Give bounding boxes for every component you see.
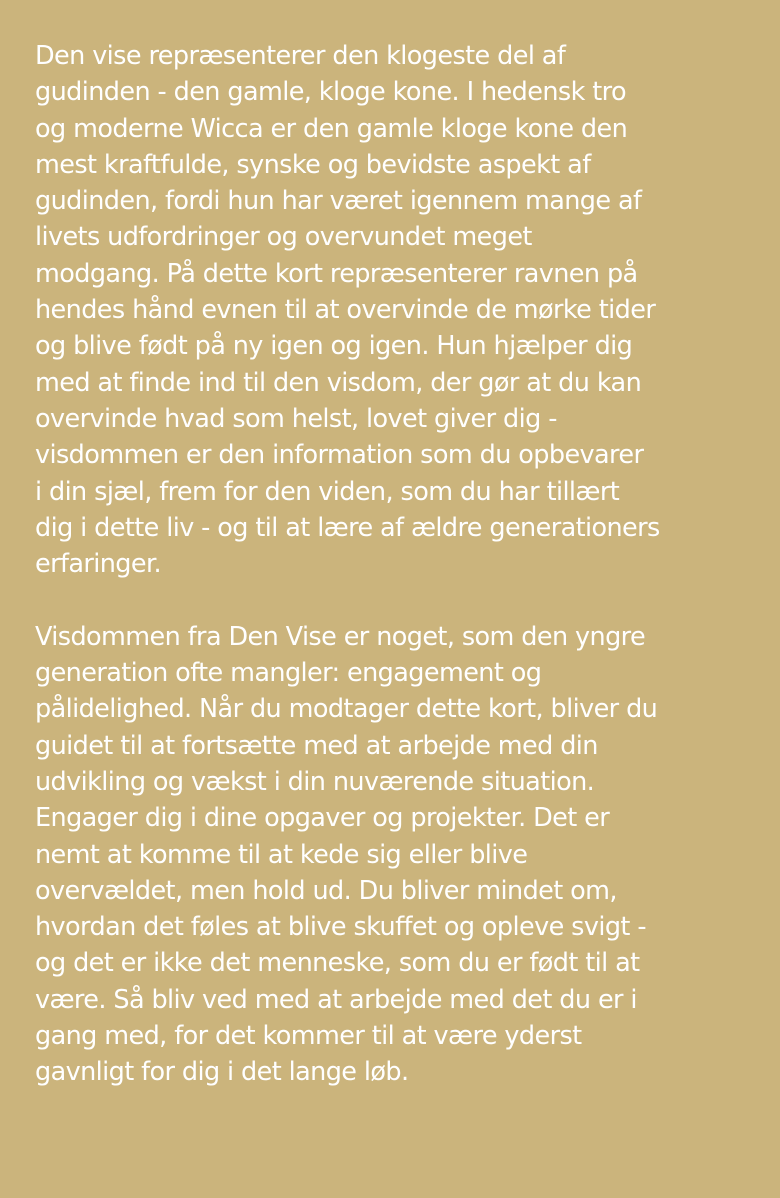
card-description: [35, 38, 750, 1091]
paragraph-wisdom-advice: Visdommen fra Den Vise er noget, som den yngre generation ofte mangler: engagement og pålidelighed. Når du modtager dette kort, bliver du guidet til at fortsætte med at arbejde med din udvikling og vækst i din nuværende situation. Engager dig i dine opgaver og projekter. Det er nemt at komme til at kede sig eller blive overvældet, men hold ud. Du bliver mindet om, hvordan det føles at blive skuffet og opleve svigt - og det er ikke det menneske, som du er født til at være. Så bliv ved med at arbejde med det du er i gang med, for det kommer til at være yderst gavnligt for dig i det lange løb.: [35, 621, 658, 1088]
paragraph-wise-woman: Den vise repræsenterer den klogeste del af gudinden - den gamle, kloge kone. I hedensk tro og moderne Wicca er den gamle kloge kone den mest kraftfulde, synske og bevidste aspekt af gudinden, fordi hun har været igennem mange af livets udfordringer og overvundet meget modgang. På dette kort repræsenterer ravnen på hendes hånd evnen til at overvinde de mørke tider og blive født på ny igen og igen. Hun hjælper dig med at finde ind til den visdom, der gør at du kan overvinde hvad som helst, lovet giver dig - visdommen er den information som du opbevarer i din sjæl, frem for den viden, som du har tillært dig i dette liv - og til at lære af ældre generationers erfaringer.: [35, 41, 660, 580]
